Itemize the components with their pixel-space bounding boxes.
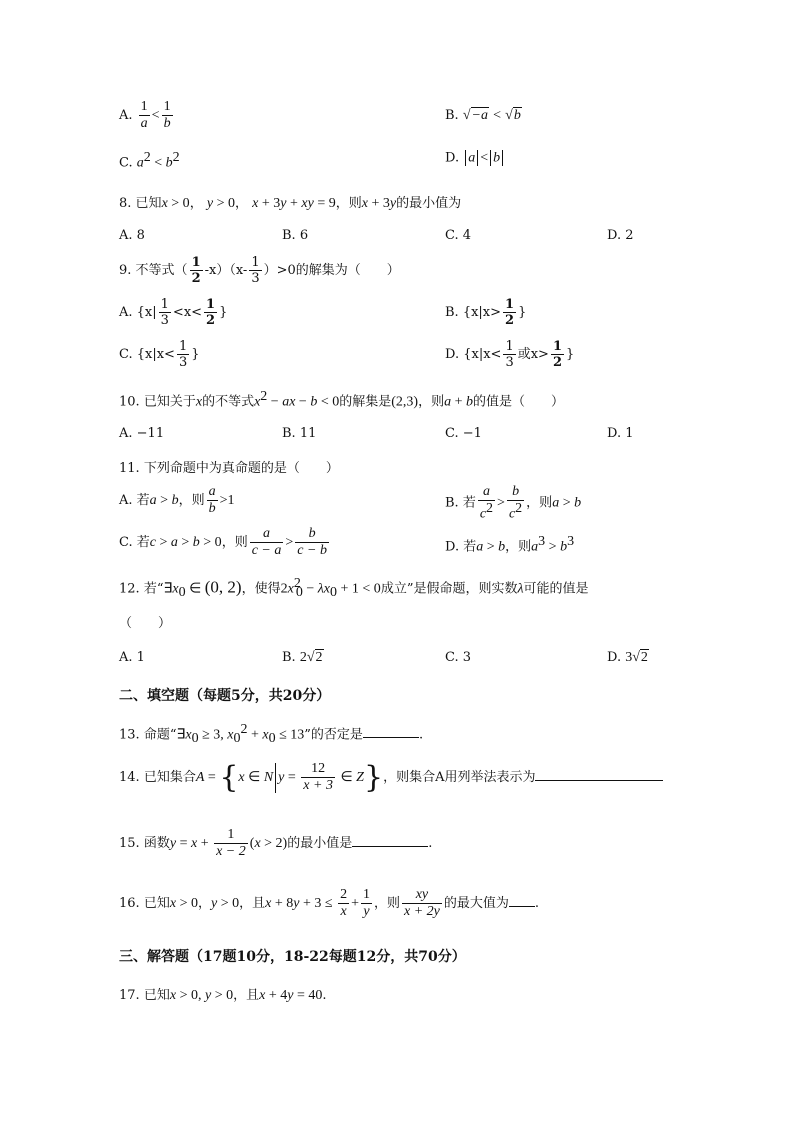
fraction: $\frac{1}{3}$ (505, 339, 514, 370)
option-label: D. (445, 150, 460, 166)
sqrt-expression: √2 (632, 650, 648, 665)
answer-blank[interactable] (352, 834, 428, 847)
fraction: $\frac{1}{2}$ (191, 255, 201, 286)
sqrt-expression: √2 (306, 650, 323, 665)
fraction: $\frac{1}{3}$ (251, 255, 260, 286)
q9-option-b[interactable]: B. {x|x> $\frac{1}{2}$ } (445, 297, 527, 328)
q9-option-a[interactable]: A. {x| $\frac{1}{3}$ <x< $\frac{1}{2}$ } (119, 297, 228, 328)
fraction: $\frac{xy}{x + 2y}$ (403, 887, 440, 919)
fraction: $\frac{b}{c^2}$ (508, 484, 523, 522)
option-label: B. (445, 108, 459, 123)
q8-option-a[interactable]: A. 8 (119, 228, 145, 243)
q12-option-d[interactable]: D. 3√2 (607, 650, 648, 665)
fraction: $\frac{1}{b}$ (163, 99, 171, 131)
option-label: C. (119, 155, 133, 171)
q16-stem: 16. 已知x > 0，y > 0，且x + 8y + 3 ≤ $\frac{2}{x}$ + $\frac{1}{y}$ ，则 $\frac{xy}{x + 2y}$ 的最大值为 . (119, 887, 540, 919)
q11-option-c[interactable]: C. 若c > a > b > 0，则 $\frac{a}{c - a}$ > $\frac{b}{c - b}$ (119, 526, 327, 558)
q8-option-d[interactable]: D. 2 (607, 228, 634, 243)
sqrt-expression: √−a (462, 108, 488, 123)
fraction: $\frac{a}{c - a}$ (251, 526, 282, 558)
answer-blank[interactable] (363, 725, 419, 738)
q12-option-b[interactable]: B. 2√2 (282, 650, 323, 665)
fraction: $\frac{1}{2}$ (206, 297, 216, 328)
fraction: $\frac{1}{x - 2}$ (216, 827, 246, 859)
q11-option-d[interactable]: D. 若a > b，则$a^3 > b^3$ (445, 534, 575, 555)
q13-stem: 13. 命题“$\exists x_0 \ge 3$, $x_0^2 + x_0 \le 13$”的否定是 . (119, 722, 424, 746)
q12-option-a[interactable]: A. 1 (119, 650, 145, 665)
q11-stem: 11. 下列命题中为真命题的是（ ） (119, 461, 339, 476)
sqrt-expression: √b (505, 108, 521, 123)
fraction: $\frac{1}{2}$ (505, 297, 515, 328)
fraction: $\frac{a}{c^2}$ (479, 484, 494, 522)
q9-option-c[interactable]: C. {x|x< $\frac{1}{3}$ } (119, 339, 200, 370)
section-2-title: 二、填空题（每题5分，共20分） (119, 688, 331, 704)
q8-option-c[interactable]: C. 4 (445, 228, 472, 243)
q17-stem: 17. 已知x > 0, y > 0，且x + 4y = 40. (119, 988, 327, 1003)
q8-stem: 8. 已知x > 0， y > 0， x + 3y + xy = 9，则x + 3y的最小值为 (119, 196, 462, 211)
q12-stem: 12. 若“$\exists x_0$ ∈ (0, 2)，使得$2x^2_0 - \lambda x_0 + 1 < 0$成立”是假命题，则实数λ可能的值是 (119, 576, 589, 600)
q9-stem: 9. 不等式（ $\frac{1}{2}$ -x）（x- $\frac{1}{3}$ ）>0的解集为（ ） (119, 255, 400, 286)
q11-option-a[interactable]: A. 若a > b，则 $\frac{a}{b}$ >1 (119, 484, 235, 516)
fraction: $\frac{b}{c - b}$ (297, 526, 327, 558)
fraction: $\frac{1}{3}$ (160, 297, 169, 328)
q7-option-c[interactable]: C. $a^2 < b^2$ (119, 150, 180, 171)
q7-option-a[interactable]: A. $\frac{1}{a}$ < $\frac{1}{b}$ (119, 99, 171, 131)
q12-option-c[interactable]: C. 3 (445, 650, 472, 665)
q14-stem: 14. 已知集合A = {x ∈ N y = $\frac{12}{x + 3}$ ∈ Z}，则集合A用列举法表示为 (119, 760, 663, 795)
fraction: $\frac{1}{2}$ (552, 339, 562, 370)
fraction: $\frac{1}{y}$ (362, 887, 370, 919)
answer-blank[interactable] (535, 768, 663, 781)
q10-option-d[interactable]: D. 1 (607, 426, 634, 441)
section-3-title: 三、解答题（17题10分，18-22每题12分，共70分） (119, 949, 466, 965)
fraction: $\frac{1}{a}$ (140, 99, 148, 131)
fraction: $\frac{12}{x + 3}$ (303, 761, 333, 793)
fraction: $\frac{2}{x}$ (340, 887, 348, 919)
q7-option-d[interactable]: D. a < b (445, 150, 505, 167)
q9-option-d[interactable]: D. {x|x< $\frac{1}{3}$ 或x> $\frac{1}{2}$ } (445, 339, 575, 370)
q12-paren: （ ） (119, 616, 172, 631)
q10-option-b[interactable]: B. 11 (282, 426, 317, 441)
fraction: $\frac{a}{b}$ (208, 484, 216, 516)
option-label: A. (119, 108, 133, 123)
answer-blank[interactable] (509, 894, 535, 907)
q11-option-b[interactable]: B. 若 $\frac{a}{c^2}$ > $\frac{b}{c^2}$ ，则a > b (445, 484, 582, 522)
fraction: $\frac{1}{3}$ (178, 339, 188, 370)
q15-stem: 15. 函数y = x + $\frac{1}{x - 2}$ (x > 2)的最小值是 . (119, 827, 433, 859)
q7-option-b[interactable]: B. √−a < √b (445, 108, 521, 123)
q10-stem: 10. 已知关于x的不等式$x^2$ − ax − b < 0的解集是(2,3)，则a + b的值是（ ） (119, 389, 565, 410)
q8-option-b[interactable]: B. 6 (282, 228, 309, 243)
q10-option-a[interactable]: A. −11 (119, 426, 165, 441)
q10-option-c[interactable]: C. −1 (445, 426, 482, 441)
